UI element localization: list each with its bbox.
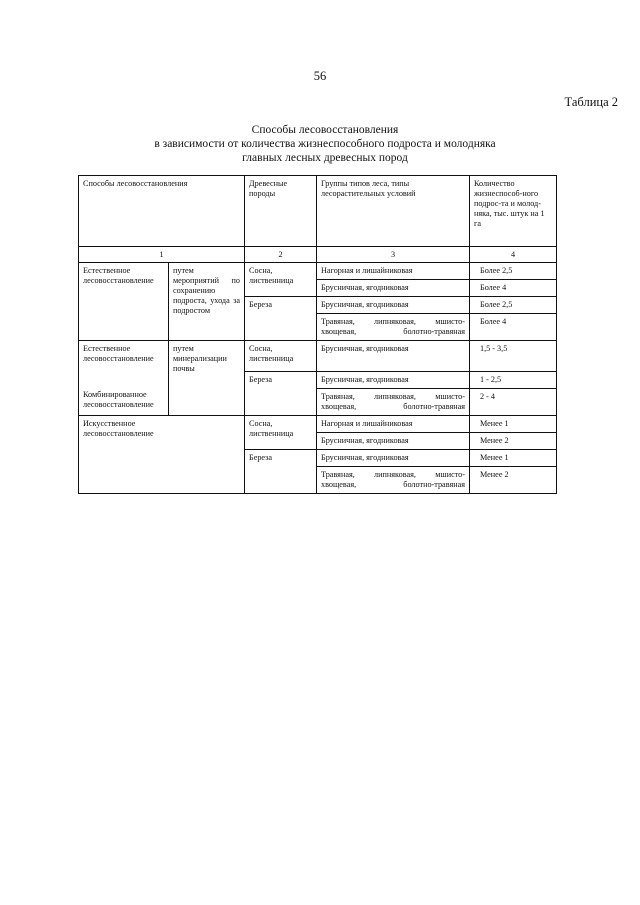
group-cell: Травяная, липняковая, мшисто-хвощевая, болотно-травяная [317,314,470,341]
group-cell: Брусничная, ягодниковая [317,280,470,297]
group-cell: Нагорная и лишайниковая [317,263,470,280]
method-detail-cell [169,416,245,494]
quantity-cell: Менее 2 [470,467,557,494]
group-cell: Брусничная, ягодниковая [317,450,470,467]
quantity-cell: Более 4 [470,280,557,297]
header-quantity: Количество жизнеспособ-ного подрос-та и молод-няка, тыс. штук на 1 га [470,176,557,247]
quantity-cell: 1 - 2,5 [470,372,557,389]
quantity-cell: Более 4 [470,314,557,341]
header-species: Древесные породы [245,176,317,247]
quantity-cell: 1,5 - 3,5 [470,341,557,372]
species-cell: Береза [245,297,317,341]
header-groups: Группы типов леса, типы лесорастительных условий [317,176,470,247]
method-cell [79,341,169,416]
title-line-3: главных лесных древесных пород [242,152,408,164]
column-number-row [79,247,557,263]
method-natural: Естественное лесовосстановление [83,344,154,363]
quantity-cell: Менее 1 [470,416,557,433]
column-number: 1 [79,247,245,263]
quantity-cell: Менее 2 [470,433,557,450]
species-cell: Береза [245,372,317,416]
group-cell: Нагорная и лишайниковая [317,416,470,433]
quantity-cell: Менее 1 [470,450,557,467]
column-number: 2 [245,247,317,263]
method-cell: Искусственное лесовосстановление [79,416,169,494]
table-row [79,416,557,433]
species-cell: Сосна, лиственница [245,263,317,297]
method-combined: Комбинированное лесовосстановление [83,390,154,409]
method-detail-cell: путем минерализации почвы [169,341,245,416]
group-cell: Брусничная, ягодниковая [317,297,470,314]
group-cell: Брусничная, ягодниковая [317,433,470,450]
reforestation-table [78,175,557,494]
group-cell: Брусничная, ягодниковая [317,341,470,372]
spacer [83,364,164,390]
title-line-2: в зависимости от количества жизнеспособного подроста и молодняка [154,138,496,150]
table-title [80,123,570,165]
method-detail-cell: путем мероприятий по сохранению подроста, ухода за подростом [169,263,245,341]
group-cell: Брусничная, ягодниковая [317,372,470,389]
quantity-cell: Более 2,5 [470,263,557,280]
species-cell: Береза [245,450,317,494]
table-row [79,263,557,280]
table-row [79,341,557,372]
species-cell: Сосна, лиственница [245,416,317,450]
column-number: 3 [317,247,470,263]
table-header-row [79,176,557,247]
table-label: Таблица 2 [564,95,618,109]
species-cell: Сосна, лиственница [245,341,317,372]
method-cell: Естественное лесовосстановление [79,263,169,341]
quantity-cell: 2 - 4 [470,389,557,416]
group-cell: Травяная, липняковая, мшисто-хвощевая, болотно-травяная [317,389,470,416]
header-methods: Способы лесовосстановления [79,176,245,247]
quantity-cell: Более 2,5 [470,297,557,314]
title-line-1: Способы лесовосстановления [251,124,399,136]
page-number: 56 [313,69,327,83]
group-cell: Травяная, липняковая, мшисто-хвощевая, болотно-травяная [317,467,470,494]
column-number: 4 [470,247,557,263]
